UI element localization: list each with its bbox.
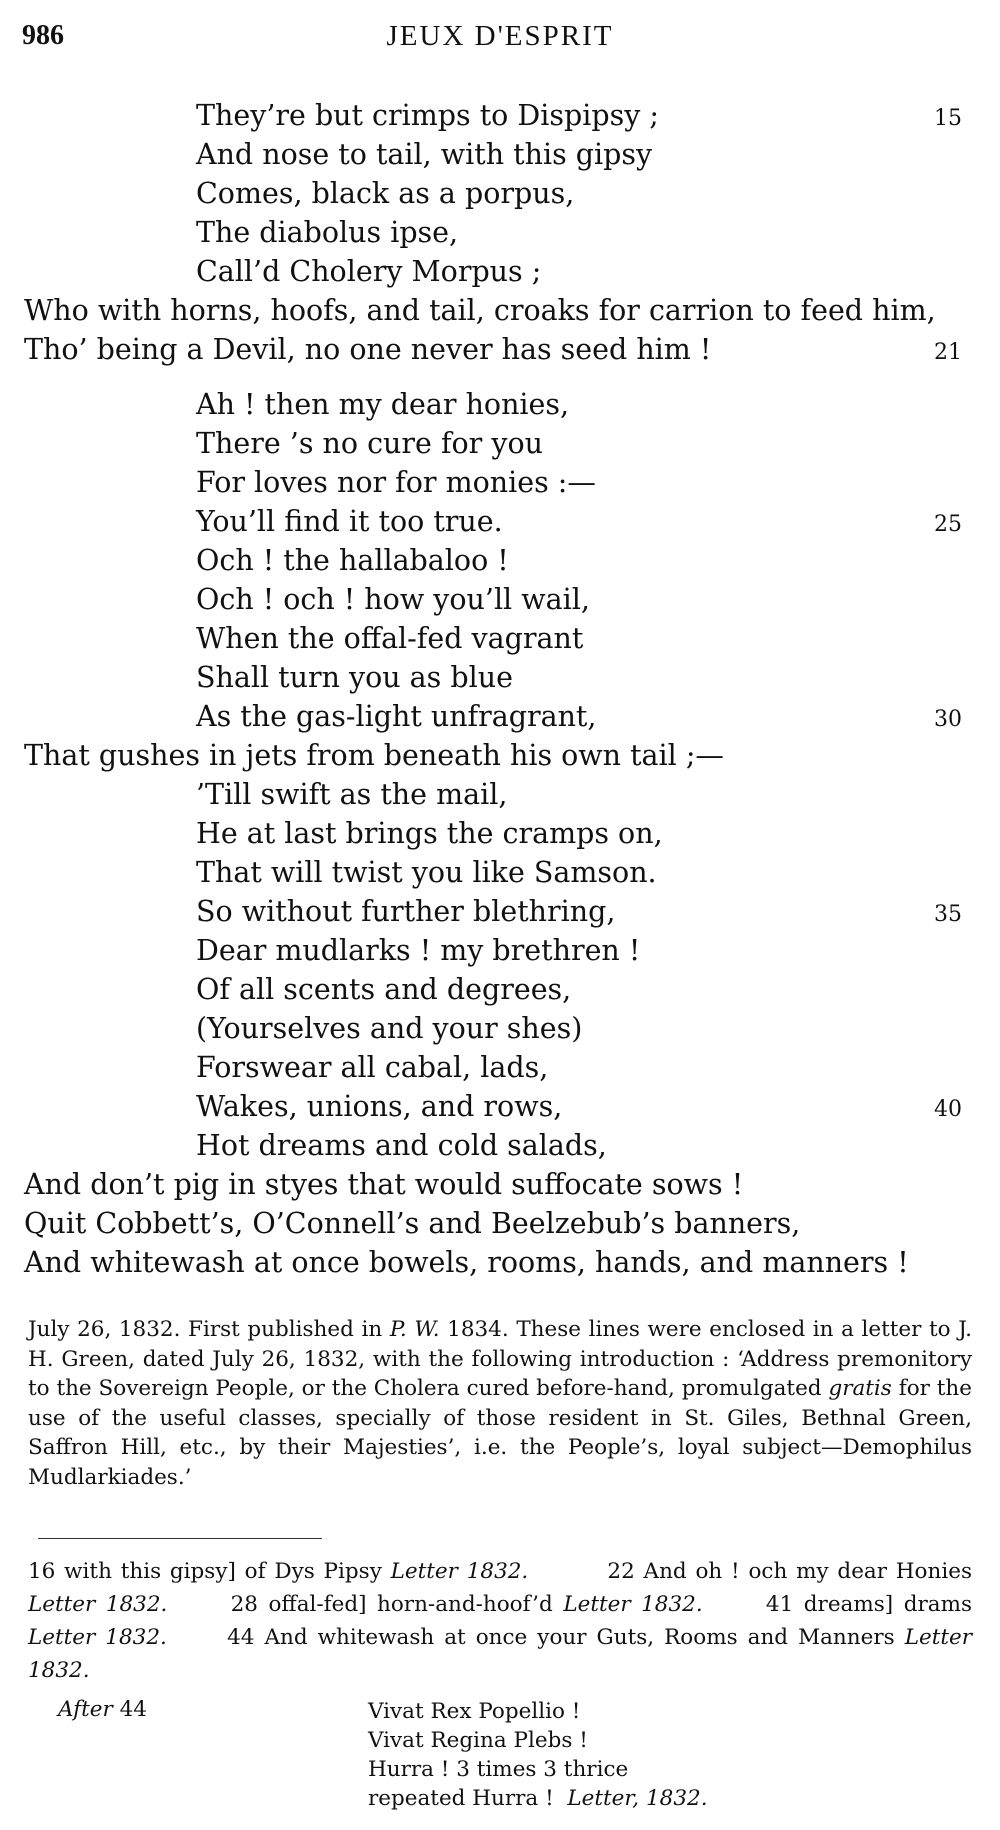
poem-line (0, 1048, 1000, 1087)
poem-line-text: They’re but crimps to Dispipsy ; (196, 99, 659, 132)
after-line: Vivat Regina Plebs ! (368, 1728, 588, 1753)
poem-line (0, 174, 1000, 213)
textual-apparatus (28, 1555, 972, 1687)
poem-line-text: He at last brings the cramps on, (196, 817, 663, 850)
poem-line-text: The diabolus ipse, (196, 216, 459, 249)
poem-line (0, 213, 1000, 252)
page-number: 986 (22, 20, 64, 51)
poem-line-text: For loves nor for monies :— (196, 466, 596, 499)
note-body-1: These lines were enclosed in a letter to J. H. Green, dated July 26, 1832, with the following introduction : ‘Address premonitory to the Sovereign People, or the Cholera cured before-hand, promulgated (28, 1317, 972, 1401)
poem-line-text: Forswear all cabal, lads, (196, 1051, 549, 1084)
poem-line-text: Hot dreams and cold salads, (196, 1129, 607, 1162)
line-number: 25 (934, 512, 962, 537)
poem-line (0, 736, 1000, 775)
after-44-lines (368, 1697, 708, 1813)
poem-line (0, 291, 1000, 330)
note-body-2: for the use of the useful classes, specially of those resident in St. Giles, Bethnal Green, Saffron Hill, etc., by their Majesties’, i.e. the People’s, loyal subject—Demophilus Mudlarkiades.’ (28, 1376, 972, 1490)
poem-line-text: Shall turn you as blue (196, 661, 513, 694)
line-number: 21 (934, 340, 962, 365)
poem-line-text: Ah ! then my dear honies, (196, 388, 570, 421)
poem-line (0, 1165, 1000, 1204)
poem-line (0, 697, 1000, 736)
poem-line (0, 814, 1000, 853)
poem-line-text: You’ll find it too true. (196, 505, 503, 538)
poem-line-text: (Yourselves and your shes) (196, 1012, 583, 1045)
poem-line-text: Och ! och ! how you’ll wail, (196, 583, 590, 616)
poem-line (0, 853, 1000, 892)
poem-line-text: Comes, black as a porpus, (196, 177, 575, 210)
poem-line-text: That gushes in jets from beneath his own tail ;— (24, 739, 724, 772)
poem-line-text: Who with horns, hoofs, and tail, croaks for carrion to feed him, (24, 294, 936, 327)
poem-line (0, 96, 1000, 135)
line-number: 35 (934, 902, 962, 927)
poem-line (0, 385, 1000, 424)
poem-line (0, 1009, 1000, 1048)
poem-line (0, 658, 1000, 697)
variant-41: 41 dreams] drams Letter 1832. (28, 1592, 972, 1650)
stanza-break (0, 369, 1000, 385)
poem-line (0, 1204, 1000, 1243)
poem-line (0, 580, 1000, 619)
note-pub-year: 1834. (447, 1317, 509, 1342)
line-number: 15 (934, 106, 962, 131)
poem-line-text: Call’d Cholery Morpus ; (196, 255, 542, 288)
poem-line (0, 135, 1000, 174)
note-pub-pre: First published in (188, 1317, 383, 1342)
poem-line-text: There ’s no cure for you (196, 427, 543, 460)
poem (0, 96, 1000, 1282)
variant-16: 16 with this gipsy] of Dys Pipsy Letter 1832. (28, 1559, 529, 1584)
variant-22: 22 And oh ! och my dear Honies Letter 1832. (28, 1559, 972, 1617)
poem-line-text: Wakes, unions, and rows, (196, 1090, 563, 1123)
note-pub-title: P. W. (389, 1317, 440, 1342)
poem-line (0, 970, 1000, 1009)
after-44-label: After 44 (58, 1697, 147, 1722)
line-number: 40 (934, 1097, 962, 1122)
page-header (22, 20, 978, 60)
poem-line (0, 1243, 1000, 1282)
variant-44: 44 And whitewash at once your Guts, Rooms and Manners Letter 1832. (28, 1625, 972, 1683)
poem-line (0, 330, 1000, 369)
poem-line-text: And don’t pig in styes that would suffocate sows ! (24, 1168, 744, 1201)
poem-line-text: As the gas-light unfragrant, (196, 700, 597, 733)
poem-line (0, 502, 1000, 541)
poem-line (0, 931, 1000, 970)
poem-line (0, 1087, 1000, 1126)
after-line: Hurra ! 3 times 3 thrice (368, 1757, 629, 1782)
editorial-note (28, 1315, 972, 1492)
note-gratis: gratis (828, 1376, 892, 1401)
poem-line-text: ’Till swift as the mail, (196, 778, 508, 811)
poem-line (0, 775, 1000, 814)
poem-line (0, 1126, 1000, 1165)
poem-line-text: So without further blethring, (196, 895, 616, 928)
variant-28: 28 offal-fed] horn-and-hoof’d Letter 1832. (230, 1592, 703, 1617)
poem-line (0, 892, 1000, 931)
after-line: Vivat Rex Popellio ! (368, 1699, 581, 1724)
poem-line-text: That will twist you like Samson. (196, 856, 657, 889)
poem-line-text: And nose to tail, with this gipsy (196, 138, 653, 171)
poem-line-text: Och ! the hallabaloo ! (196, 544, 509, 577)
poem-line-text: When the offal-fed vagrant (196, 622, 584, 655)
poem-line (0, 252, 1000, 291)
note-date: July 26, 1832. (28, 1317, 181, 1342)
poem-line-text: Dear mudlarks ! my brethren ! (196, 934, 641, 967)
poem-line-text: Of all scents and degrees, (196, 973, 572, 1006)
footnote-rule (38, 1538, 322, 1539)
line-number: 30 (934, 707, 962, 732)
poem-line (0, 541, 1000, 580)
poem-line (0, 619, 1000, 658)
poem-line-text: Quit Cobbett’s, O’Connell’s and Beelzebub’s banners, (24, 1207, 801, 1240)
poem-line-text: Tho’ being a Devil, no one never has seed him ! (24, 333, 712, 366)
after-line-last: repeated Hurra ! Letter, 1832. (368, 1786, 708, 1811)
poem-line (0, 424, 1000, 463)
poem-line-text: And whitewash at once bowels, rooms, hands, and manners ! (24, 1246, 909, 1279)
poem-line (0, 463, 1000, 502)
running-title: JEUX D'ESPRIT (386, 20, 614, 52)
